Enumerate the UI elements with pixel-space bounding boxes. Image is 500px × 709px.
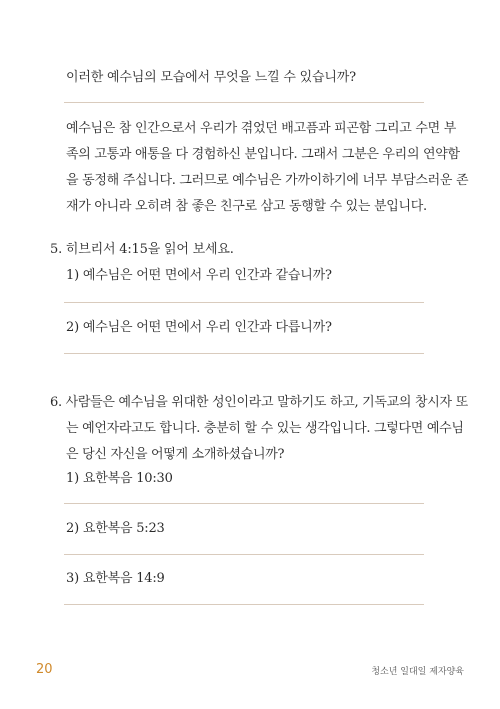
question-5-title: 5. 히브리서 4:15을 읽어 보세요.	[50, 242, 234, 257]
answer-paragraph-line: 예수님은 참 인간으로서 우리가 겪었던 배고픔과 피곤함 그리고 수면 부	[66, 121, 456, 136]
answer-paragraph-line: 재가 아니라 오히려 참 좋은 친구로 삼고 동행할 수 있는 분입니다.	[66, 199, 427, 214]
question-6-line: 은 당신 자신을 어떻게 소개하셨습니까?	[66, 447, 285, 462]
answer-line	[64, 503, 424, 504]
answer-line	[64, 554, 424, 555]
question-5-sub-2: 2) 예수님은 어떤 면에서 우리 인간과 다릅니까?	[66, 320, 332, 335]
question-6-sub-1: 1) 요한복음 10:30	[66, 471, 173, 486]
book-title: 청소년 일대일 제자양육	[371, 667, 464, 677]
question-6-text	[50, 390, 468, 468]
question-intro: 이러한 예수님의 모습에서 무엇을 느낄 수 있습니까?	[66, 70, 356, 85]
question-6-line: 6. 사람들은 예수님을 위대한 성인이라고 말하기도 하고, 기독교의 창시자 또	[50, 395, 468, 410]
question-6-sub-2: 2) 요한복음 5:23	[66, 521, 165, 536]
answer-paragraph	[66, 116, 469, 220]
question-6-line: 는 예언자라고도 합니다. 충분히 할 수 있는 생각입니다. 그렇다면 예수님	[66, 421, 464, 436]
page-number: 20	[36, 662, 53, 677]
answer-line	[64, 604, 424, 605]
answer-line	[64, 102, 424, 103]
answer-paragraph-line: 족의 고통과 애통을 다 경험하신 분입니다. 그래서 그분은 우리의 연약함	[66, 147, 460, 162]
answer-paragraph-line: 을 동정해 주십니다. 그러므로 예수님은 가까이하기에 너무 부담스러운 존	[66, 173, 469, 188]
question-5-sub-1: 1) 예수님은 어떤 면에서 우리 인간과 같습니까?	[66, 268, 332, 283]
question-6-sub-3: 3) 요한복음 14:9	[66, 571, 165, 586]
answer-line	[64, 353, 424, 354]
answer-line	[64, 302, 424, 303]
